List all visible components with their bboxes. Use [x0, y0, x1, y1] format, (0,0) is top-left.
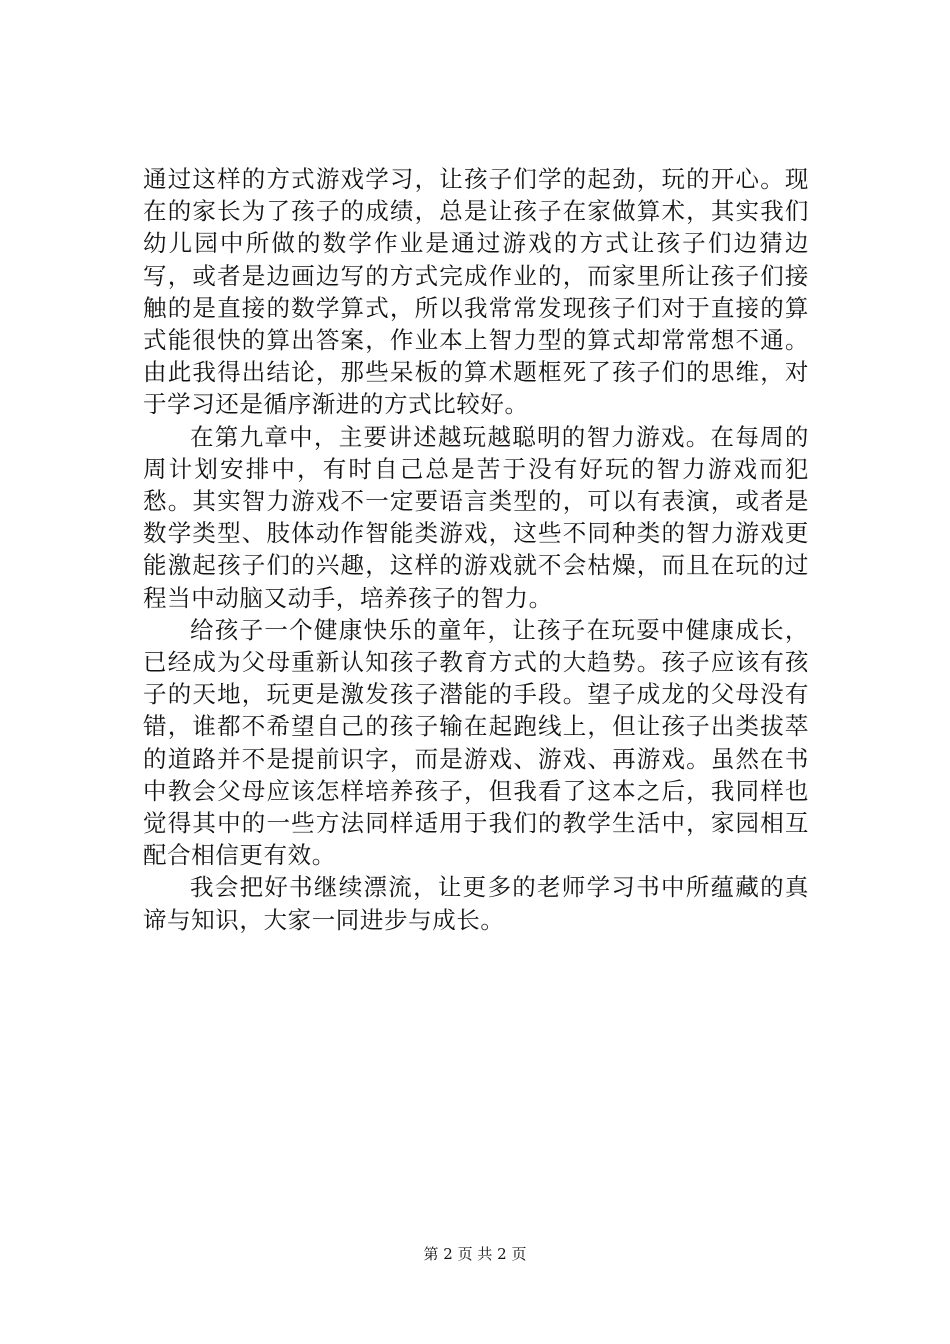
page-footer — [0, 1244, 950, 1264]
paragraph-4: 我会把好书继续漂流，让更多的老师学习书中所蕴藏的真谛与知识，大家一同进步与成长。 — [143, 873, 809, 934]
page-number-label: 第 2 页 共 2 页 — [423, 1245, 527, 1263]
paragraph-2: 在第九章中，主要讲述越玩越聪明的智力游戏。在每周的周计划安排中，有时自己总是苦于没有好玩的智力游戏而犯愁。其实智力游戏不一定要语言类型的，可以有表演，或者是数学类型、肢体动作智能类游戏，这些不同种类的智力游戏更能激起孩子们的兴趣，这样的游戏就不会枯燥，而且在玩的过程当中动脑又动手，培养孩子的智力。 — [143, 422, 809, 612]
document-body — [143, 163, 809, 936]
paragraph-3: 给孩子一个健康快乐的童年，让孩子在玩耍中健康成长，已经成为父母重新认知孩子教育方式的大趋势。孩子应该有孩子的天地，玩更是激发孩子潜能的手段。望子成龙的父母没有错，谁都不希望自己的孩子输在起跑线上，但让孩子出类拔萃的道路并不是提前识字，而是游戏、游戏、再游戏。虽然在书中教会父母应该怎样培养孩子，但我看了这本之后，我同样也觉得其中的一些方法同样适用于我们的教学生活中，家园相互配合相信更有效。 — [143, 615, 809, 870]
paragraph-1: 通过这样的方式游戏学习，让孩子们学的起劲，玩的开心。现在的家长为了孩子的成绩，总是让孩子在家做算术，其实我们幼儿园中所做的数学作业是通过游戏的方式让孩子们边猜边写，或者是边画边写的方式完成作业的，而家里所让孩子们接触的是直接的数学算式，所以我常常发现孩子们对于直接的算式能很快的算出答案，作业本上智力型的算式却常常想不通。由此我得出结论，那些呆板的算术题框死了孩子们的思维，对于学习还是循序渐进的方式比较好。 — [143, 165, 809, 419]
